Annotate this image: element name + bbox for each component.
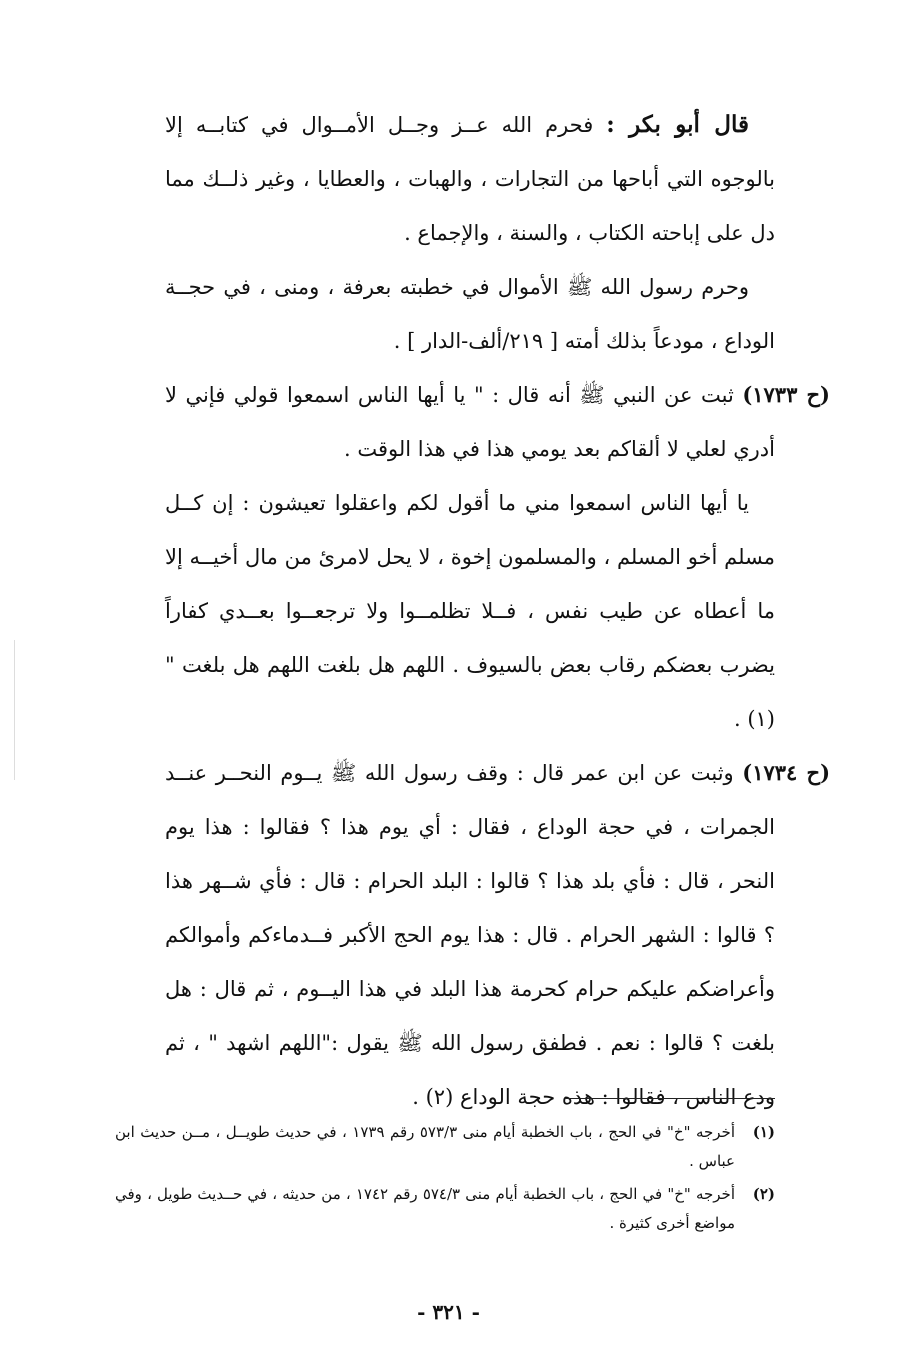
footnote-2 bbox=[115, 1180, 775, 1238]
paragraph-text: وحرم رسول الله ﷺ الأموال في خطبته بعرفة ، ومنى ، في حجــة الوداع ، مودعاً بذلك أمته [ ٢١٩/ألف-الدار ] . bbox=[165, 275, 775, 353]
speaker-lead: قال أبو بكر : bbox=[606, 111, 749, 138]
footnote-text: أخرجه "خ" في الحج ، باب الخطبة أيام منى ٥٧٣/٣ رقم ١٧٣٩ ، في حديث طويــل ، مــن حديث ابن عباس . bbox=[115, 1123, 735, 1170]
footnote-text: أخرجه "خ" في الحج ، باب الخطبة أيام منى ٥٧٤/٣ رقم ١٧٤٢ ، من حديثه ، في حــديث طويل ، وفي مواضع أخرى كثيرة . bbox=[115, 1185, 735, 1232]
footnote-mark: (١) bbox=[752, 1123, 775, 1141]
main-text bbox=[165, 98, 831, 1124]
footnote-mark: (٢) bbox=[752, 1185, 775, 1203]
footnote-1 bbox=[115, 1118, 775, 1176]
paragraph-abu-bakr bbox=[165, 98, 775, 260]
hadith-text: يا أيها الناس اسمعوا مني ما أقول لكم واعقلوا تعيشون : إن كــل مسلم أخو المسلم ، والمسلمون إخوة ، لا يحل لامرئ من مال أخيــه إلا ما أعطاه عن طيب نفس ، فــلا تظلمــوا ولا ترجعــوا بعــدي كفاراً يضرب بعضكم رقاب بعض بالسيوف . اللهم هل بلغت اللهم هل بلغت " (١) . bbox=[165, 491, 775, 731]
hadith-number: (ح ١٧٣٤) bbox=[742, 760, 831, 785]
page-number: - ٣٢١ - bbox=[417, 1300, 480, 1324]
scan-edge-line bbox=[14, 640, 15, 780]
hadith-text: ثبت عن النبي ﷺ أنه قال : " يا أيها الناس اسمعوا قولي فإني لا أدري لعلي لا ألقاكم بعد يومي هذا في هذا الوقت . bbox=[165, 383, 775, 461]
paragraph-text: فحرم الله عــز وجــل الأمــوال في كتابــه إلا بالوجوه التي أباحها من التجارات ، والهبات ، والعطايا ، وغير ذلــك مما دل على إباحته الكتاب ، والسنة ، والإجماع . bbox=[165, 113, 775, 245]
footnote-separator bbox=[565, 1098, 775, 1099]
hadith-1733 bbox=[165, 368, 830, 476]
hadith-text: وثبت عن ابن عمر قال : وقف رسول الله ﷺ يــوم النحــر عنــد الجمرات ، في حجة الوداع ، فقال : أي يوم هذا ؟ فقالوا : هذا يوم النحر ، قال : فأي بلد هذا ؟ قالوا : البلد الحرام : قال : فأي شــهر هذا ؟ قالوا : الشهر الحرام . قال : هذا يوم الحج الأكبر فــدماءكم وأموالكم وأعراضكم عليكم حرام كحرمة هذا البلد في هذا اليــوم ، ثم قال : هل بلغت ؟ قالوا : نعم . فطفق رسول الله ﷺ يقول :"اللهم اشهد " ، ثم ودع الناس ، فقالوا : هذه حجة الوداع (٢) . bbox=[165, 761, 775, 1109]
hadith-1733-continuation bbox=[165, 476, 775, 746]
hadith-number: (ح ١٧٣٣) bbox=[742, 382, 830, 407]
footnotes bbox=[115, 1118, 775, 1242]
hadith-1734 bbox=[165, 746, 831, 1124]
paragraph-prophet-prohibition bbox=[165, 260, 775, 368]
